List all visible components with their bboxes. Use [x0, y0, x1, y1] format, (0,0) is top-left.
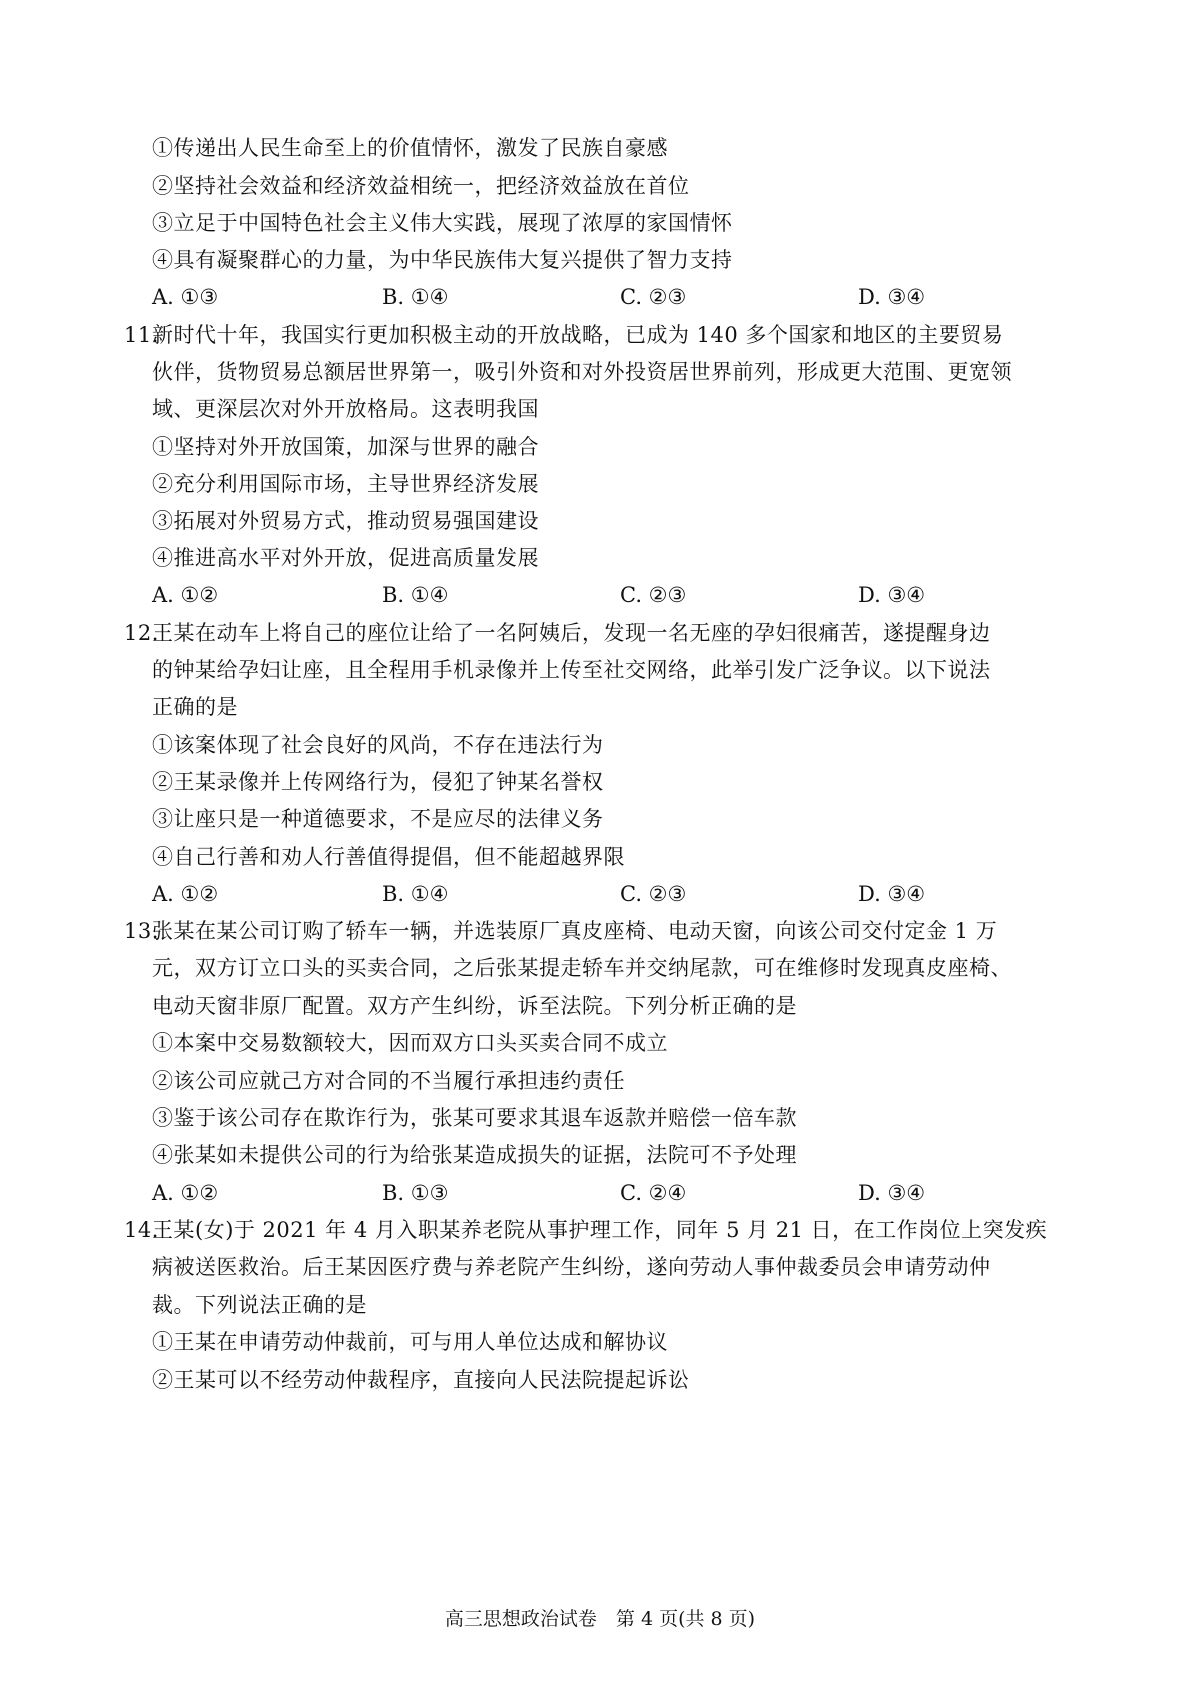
- q12-stem-line-1: 王某在动车上将自己的座位让给了一名阿姨后，发现一名无座的孕妇很痛苦，遂提醒身边: [152, 621, 991, 645]
- q13-option-1: ①本案中交易数额较大，因而双方口头买卖合同不成立: [152, 1031, 668, 1055]
- q12-option-2: ②王某录像并上传网络行为，侵犯了钟某名誉权: [152, 770, 604, 794]
- q12-choice-b: B. ①④: [382, 882, 449, 906]
- q14-number: 14.: [124, 1218, 159, 1242]
- q10-choice-d: D. ③④: [858, 285, 926, 309]
- q14-stem-line-1: 王某(女)于 2021 年 4 月入职某养老院从事护理工作，同年 5 月 21 日，在工作岗位上突发疾: [152, 1218, 1048, 1242]
- q10-choice-c: C. ②③: [620, 285, 687, 309]
- q12-choice-c: C. ②③: [620, 882, 687, 906]
- q12-number: 12.: [124, 621, 159, 645]
- q13-choice-a: A. ①②: [152, 1181, 219, 1205]
- q10-option-3: ③立足于中国特色社会主义伟大实践，展现了浓厚的家国情怀: [152, 211, 733, 235]
- q13-stem-line-2: 元，双方订立口头的买卖合同，之后张某提走轿车并交纳尾款，可在维修时发现真皮座椅、: [152, 956, 1012, 980]
- q13-stem-line-3: 电动天窗非原厂配置。双方产生纠纷，诉至法院。下列分析正确的是: [152, 994, 797, 1018]
- q11-choice-d: D. ③④: [858, 583, 926, 607]
- q13-option-2: ②该公司应就己方对合同的不当履行承担违约责任: [152, 1069, 625, 1093]
- q13-choice-d: D. ③④: [858, 1181, 926, 1205]
- q12-choice-d: D. ③④: [858, 882, 926, 906]
- q11-choice-b: B. ①④: [382, 583, 449, 607]
- q13-stem-line-1: 张某在某公司订购了轿车一辆，并选装原厂真皮座椅、电动天窗，向该公司交付定金 1 万: [152, 919, 998, 943]
- q11-option-3: ③拓展对外贸易方式，推动贸易强国建设: [152, 509, 539, 533]
- q14-stem-line-2: 病被送医救治。后王某因医疗费与养老院产生纠纷，遂向劳动人事仲裁委员会申请劳动仲: [152, 1255, 991, 1279]
- q11-stem-line-3: 域、更深层次对外开放格局。这表明我国: [152, 397, 539, 421]
- q11-option-1: ①坚持对外开放国策，加深与世界的融合: [152, 435, 539, 459]
- q11-option-4: ④推进高水平对外开放，促进高质量发展: [152, 546, 539, 570]
- q11-stem-line-2: 伙伴，货物贸易总额居世界第一，吸引外资和对外投资居世界前列，形成更大范围、更宽领: [152, 360, 1012, 384]
- q14-option-1: ①王某在申请劳动仲裁前，可与用人单位达成和解协议: [152, 1330, 668, 1354]
- q11-choice-a: A. ①②: [152, 583, 219, 607]
- q13-choice-b: B. ①③: [382, 1181, 449, 1205]
- q13-number: 13.: [124, 919, 159, 943]
- q13-choice-c: C. ②④: [620, 1181, 687, 1205]
- q10-choice-a: A. ①③: [152, 285, 219, 309]
- q12-option-1: ①该案体现了社会良好的风尚，不存在违法行为: [152, 733, 604, 757]
- q12-choice-a: A. ①②: [152, 882, 219, 906]
- q11-choice-c: C. ②③: [620, 583, 687, 607]
- q10-option-2: ②坚持社会效益和经济效益相统一，把经济效益放在首位: [152, 174, 690, 198]
- q12-option-3: ③让座只是一种道德要求，不是应尽的法律义务: [152, 807, 604, 831]
- q10-option-4: ④具有凝聚群心的力量，为中华民族伟大复兴提供了智力支持: [152, 248, 733, 272]
- q13-option-4: ④张某如未提供公司的行为给张某造成损失的证据，法院可不予处理: [152, 1143, 797, 1167]
- q13-option-3: ③鉴于该公司存在欺诈行为，张某可要求其退车返款并赔偿一倍车款: [152, 1106, 797, 1130]
- q14-option-2: ②王某可以不经劳动仲裁程序，直接向人民法院提起诉讼: [152, 1368, 690, 1392]
- q12-stem-line-2: 的钟某给孕妇让座，且全程用手机录像并上传至社交网络，此举引发广泛争议。以下说法: [152, 658, 991, 682]
- q12-stem-line-3: 正确的是: [152, 695, 238, 719]
- q14-stem-line-3: 裁。下列说法正确的是: [152, 1293, 367, 1317]
- q10-choice-b: B. ①④: [382, 285, 449, 309]
- page-footer: 高三思想政治试卷 第 4 页(共 8 页): [444, 1608, 756, 1630]
- q12-option-4: ④自己行善和劝人行善值得提倡，但不能超越界限: [152, 845, 625, 869]
- q10-option-1: ①传递出人民生命至上的价值情怀，激发了民族自豪感: [152, 136, 668, 160]
- q11-number: 11.: [124, 323, 159, 347]
- q11-option-2: ②充分利用国际市场，主导世界经济发展: [152, 472, 539, 496]
- q11-stem-line-1: 新时代十年，我国实行更加积极主动的开放战略，已成为 140 多个国家和地区的主要贸易: [152, 323, 1004, 347]
